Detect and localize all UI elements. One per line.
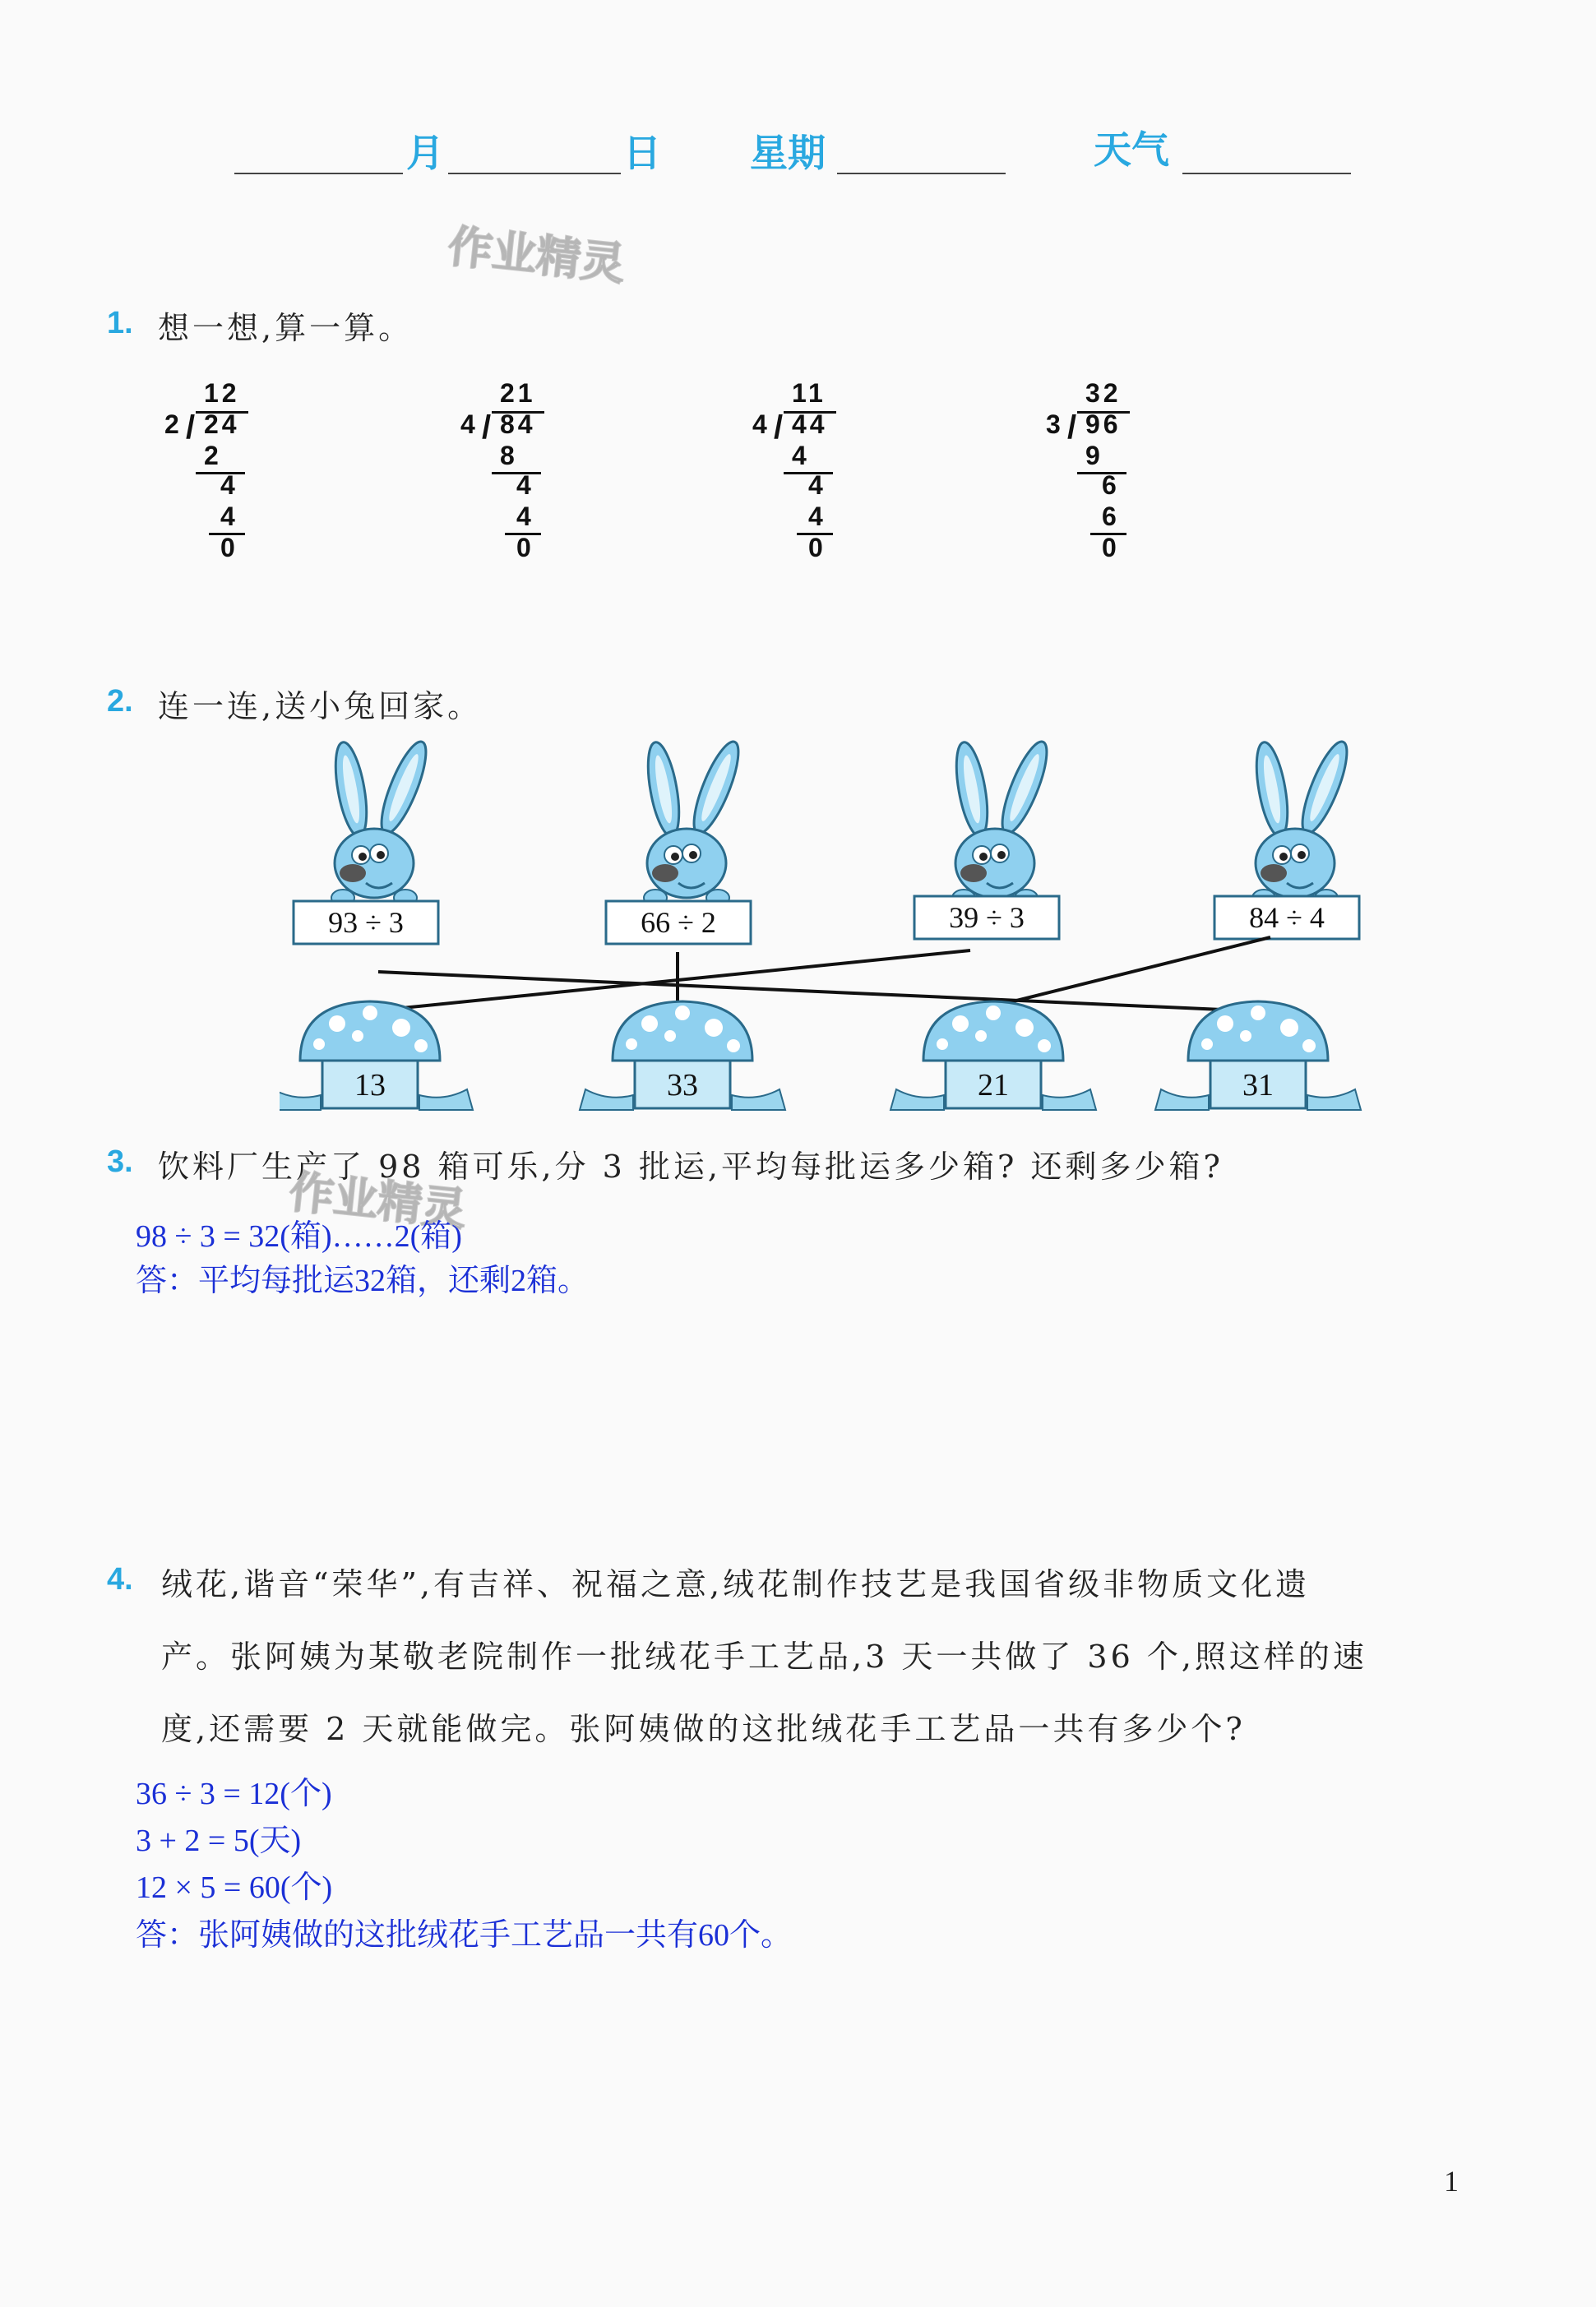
divisor: 4 (460, 409, 475, 439)
division-step: 8 (500, 441, 515, 470)
month-label: 月 (406, 131, 444, 175)
dividend: 24 (204, 409, 240, 439)
weather-blank[interactable] (1182, 125, 1351, 174)
quotient: 32 (1085, 378, 1122, 408)
month-blank[interactable] (234, 125, 403, 174)
division-step: 0 (1102, 533, 1117, 562)
q4-answer-line-2: 3 + 2 = 5(天) (136, 1824, 302, 1858)
division-step: 4 (808, 502, 823, 531)
division-step: 4 (220, 470, 235, 500)
division-step: 0 (808, 533, 823, 562)
q4-answer-line-4: 答：张阿姨做的这批绒花手工艺品一共有60个。 (136, 1918, 793, 1953)
quotient: 12 (204, 378, 240, 408)
mushroom-house-number[interactable]: 33 (667, 1068, 698, 1103)
division-step: 6 (1102, 502, 1117, 531)
q3-text: 饮料厂生产了 98 箱可乐,分 3 批运,平均每批运多少箱? 还剩多少箱? (158, 1149, 1224, 1185)
weather-label: 天气 (1094, 127, 1169, 172)
dividend: 84 (500, 409, 536, 439)
division-bracket: / (774, 409, 784, 446)
rabbit-group (294, 740, 1359, 944)
rabbit-expression: 93 ÷ 3 (328, 906, 404, 939)
weekday-blank[interactable] (837, 125, 1006, 174)
q1-number: 1. (107, 306, 133, 340)
division-step: 4 (220, 502, 235, 531)
q4-answer-line-3: 12 × 5 = 60(个) (136, 1870, 333, 1905)
connection-lines[interactable] (370, 937, 1270, 1011)
weekday-label: 星期 (750, 131, 826, 175)
division-step: 4 (792, 441, 807, 470)
dividend: 96 (1085, 409, 1122, 439)
matching-figure (280, 740, 1381, 1118)
watermark-top: 作业精灵 (445, 220, 628, 291)
page-number: 1 (1444, 2165, 1459, 2198)
rabbit-expression: 39 ÷ 3 (949, 901, 1025, 934)
mushroom-house-number[interactable]: 21 (978, 1068, 1009, 1103)
q4-text-line-1: 绒花,谐音“荣华”,有吉祥、祝福之意,绒花制作技艺是我国省级非物质文化遗 (161, 1566, 1311, 1602)
quotient: 11 (792, 378, 826, 408)
division-step: 4 (516, 470, 531, 500)
rabbit-icon (330, 740, 434, 906)
q4-text-line-2: 产。张阿姨为某敬老院制作一批绒花手工艺品,3 天一共做了 36 个,照这样的速 (161, 1639, 1367, 1675)
q4-number: 4. (107, 1562, 133, 1597)
rabbit-icon (951, 740, 1055, 906)
rabbit-icon (1251, 740, 1355, 906)
divisor: 4 (752, 409, 767, 439)
quotient: 21 (500, 378, 536, 408)
day-label: 日 (623, 131, 661, 175)
division-step: 6 (1102, 470, 1117, 500)
watermark-mid: 作业精灵 (286, 1165, 470, 1237)
dividend: 44 (792, 409, 828, 439)
day-blank[interactable] (448, 125, 621, 174)
division-step: 4 (516, 502, 531, 531)
q4-text-line-3: 度,还需要 2 天就能做完。张阿姨做的这批绒花手工艺品一共有多少个? (161, 1711, 1246, 1747)
q3-number: 3. (107, 1144, 133, 1179)
mushroom-house-number[interactable]: 13 (354, 1068, 386, 1103)
division-bracket: / (482, 409, 492, 446)
q2-text: 连一连,送小兔回家。 (158, 688, 483, 724)
divisor: 3 (1046, 409, 1061, 439)
division-step: 4 (808, 470, 823, 500)
division-step: 9 (1085, 441, 1100, 470)
mushroom-house-number[interactable]: 31 (1242, 1068, 1274, 1103)
q4-answer-line-1: 36 ÷ 3 = 12(个) (136, 1777, 332, 1811)
q2-number: 2. (107, 684, 133, 719)
rabbit-expression: 84 ÷ 4 (1249, 901, 1325, 934)
rabbit-expression: 66 ÷ 2 (641, 906, 716, 939)
q1-text: 想一想,算一算。 (158, 310, 414, 346)
division-bracket: / (186, 409, 196, 446)
rabbit-icon (642, 740, 747, 906)
q3-answer-line-1: 98 ÷ 3 = 32(箱)……2(箱) (136, 1219, 462, 1254)
division-step: 0 (220, 533, 235, 562)
q3-answer-line-2: 答：平均每批运32箱，还剩2箱。 (136, 1264, 590, 1298)
division-bracket: / (1067, 409, 1077, 446)
division-step: 2 (204, 441, 219, 470)
division-step: 0 (516, 533, 531, 562)
divisor: 2 (164, 409, 179, 439)
